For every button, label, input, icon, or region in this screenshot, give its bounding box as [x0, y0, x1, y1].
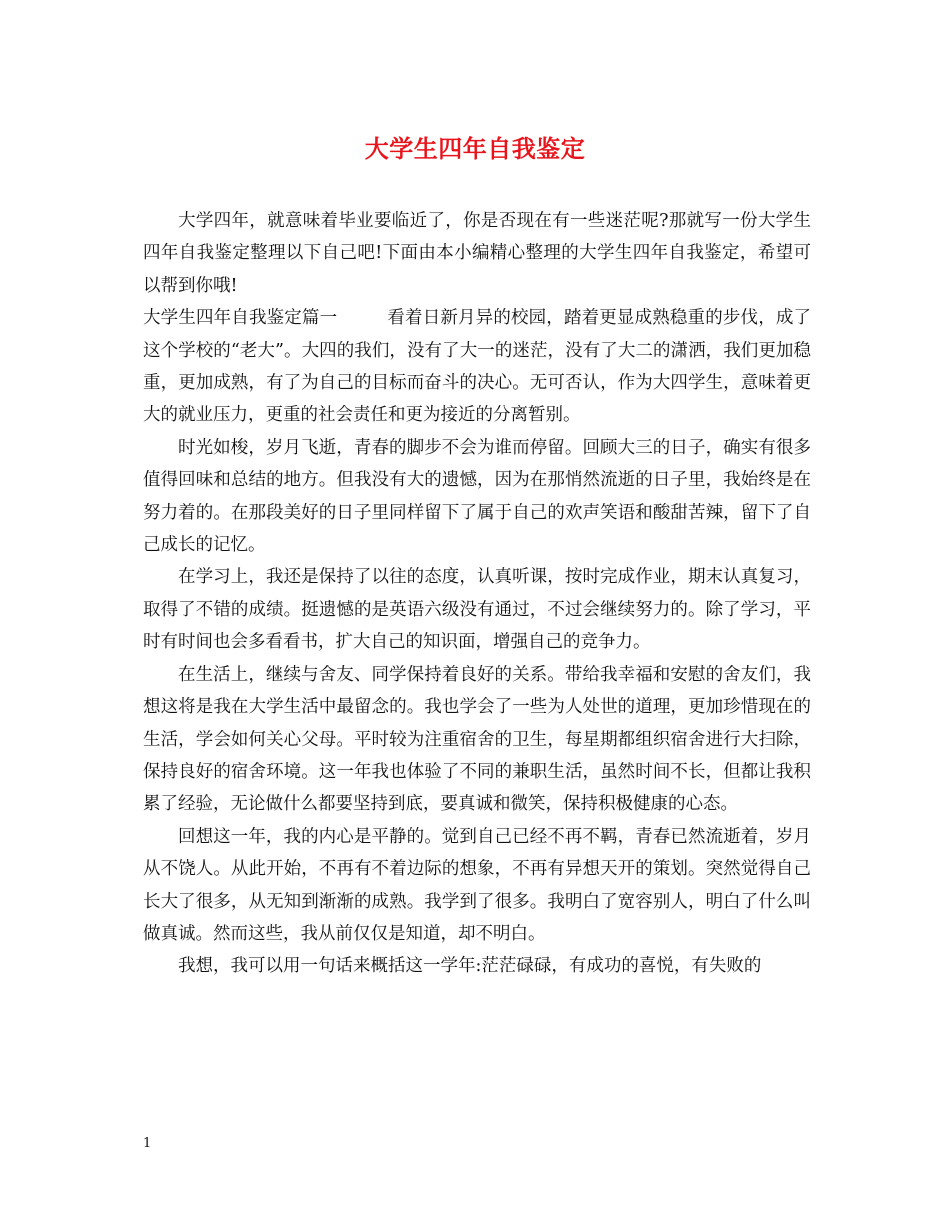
intro-paragraph: 大学四年，就意味着毕业要临近了，你是否现在有一些迷茫呢?那就写一份大学生四年自我鉴定整理以下自己吧!下面由本小编精心整理的大学生四年自我鉴定，希望可以帮到你哦! [143, 211, 811, 296]
document-title: 大学生四年自我鉴定 [364, 134, 586, 163]
body-paragraph-summary: 我想，我可以用一句话来概括这一学年:茫茫碌碌，有成功的喜悦，有失败的 [178, 956, 762, 977]
body-paragraph-reflection: 回想这一年，我的内心是平静的。觉到自己已经不再不羁，青春已然流逝着，岁月从不饶人。从此开始，不再有不着边际的想象，不再有异想天开的策划。突然觉得自己长大了很多，从无知到渐渐的成熟。我学到了很多。我明白了宽容别人，明白了什么叫做真诚。然而这些，我从前仅仅是知道，却不明白。 [143, 826, 811, 944]
document-body [143, 205, 811, 983]
section-heading: 大学生四年自我鉴定篇一 [143, 308, 338, 329]
body-paragraph-time: 时光如梭，岁月飞逝，青春的脚步不会为谁而停留。回顾大三的日子，确实有很多值得回味和总结的地方。但我没有大的遗憾，因为在那悄然流逝的日子里，我始终是在努力着的。在那段美好的日子里同样留下了属于自己的欢声笑语和酸甜苦辣，留下了自己成长的记忆。 [143, 437, 811, 556]
page-number: 1 [143, 1136, 152, 1151]
section-1-paragraph [143, 302, 811, 432]
body-paragraph-study: 在学习上，我还是保持了以往的态度，认真听课，按时完成作业，期末认真复习，取得了不错的成绩。挺遗憾的是英语六级没有通过，不过会继续努力的。除了学习，平时有时间也会多看看书，扩大自己的知识面，增强自己的竞争力。 [143, 567, 811, 653]
body-paragraph-life: 在生活上，继续与舍友、同学保持着良好的关系。带给我幸福和安慰的舍友们，我想这将是我在大学生活中最留念的。我也学会了一些为人处世的道理，更加珍惜现在的生活，学会如何关心父母。平时较为注重宿舍的卫生，每星期都组织宿舍进行大扫除，保持良好的宿舍环境。这一年我也体验了不同的兼职生活，虽然时间不长，但都让我积累了经验，无论做什么都要坚持到底，要真诚和微笑，保持积极健康的心态。 [143, 664, 811, 815]
section-1-text: 看着日新月异的校园，踏着更显成熟稳重的步伐，成了这个学校的“老大”。大四的我们，没有了大一的迷茫，没有了大二的潇洒，我们更加稳重，更加成熟，有了为自己的目标而奋斗的决心。无可否认，作为大四学生，意味着更大的就业压力，更重的社会责任和更为接近的分离暂别。 [143, 308, 812, 426]
